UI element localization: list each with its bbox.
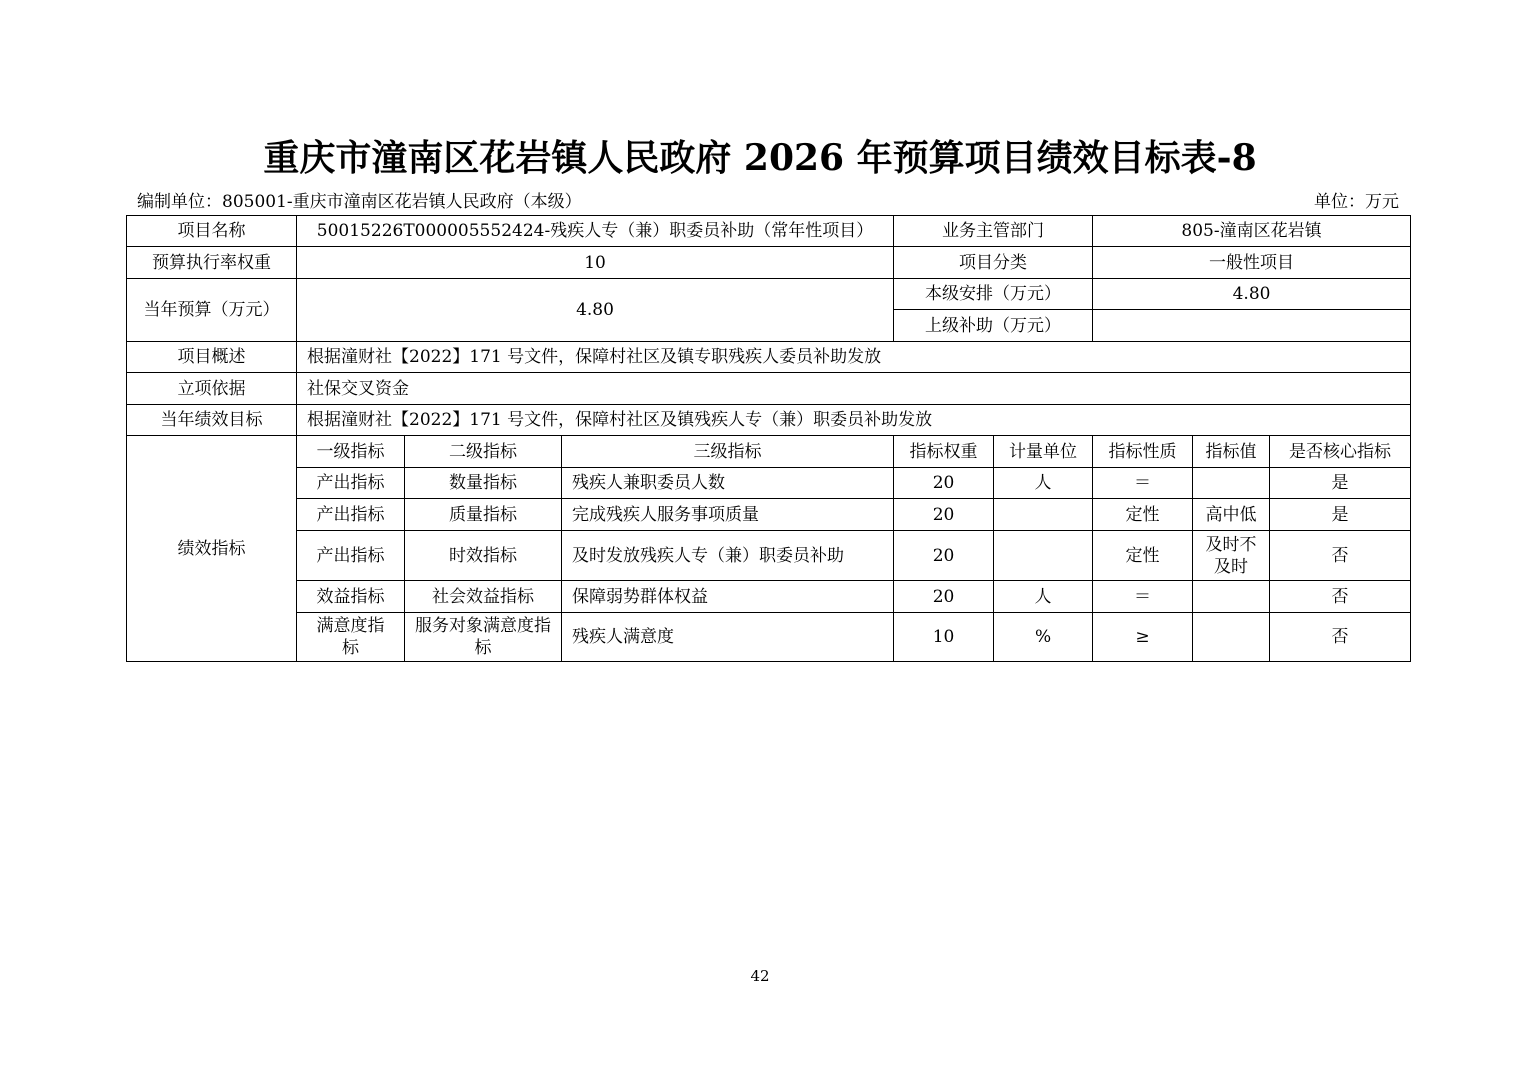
cell-core: 是 [1270,468,1411,499]
dept-label: 业务主管部门 [894,216,1093,247]
page-title: 重庆市潼南区花岩镇人民政府 2026 年预算项目绩效目标表-8 [263,137,1257,179]
dept-value: 805-潼南区花岩镇 [1093,216,1411,247]
goal-value: 根据潼财社【2022】171 号文件，保障村社区及镇残疾人专（兼）职委员补助发放 [297,405,1411,436]
cell-unit: 人 [994,581,1093,613]
table-row [127,581,1411,613]
budget-value: 4.80 [297,279,894,342]
performance-table [126,215,1411,662]
weight-value: 10 [297,247,894,279]
cell-unit [994,499,1093,531]
header-nature: 指标性质 [1093,436,1193,468]
header-unit: 计量单位 [994,436,1093,468]
category-value: 一般性项目 [1093,247,1411,279]
cell-level1: 满意度指标 [297,613,405,662]
local-label: 本级安排（万元） [894,279,1093,310]
currency-unit: 单位：万元 [1314,192,1399,212]
cell-weight: 20 [894,581,994,613]
overview-label: 项目概述 [127,342,297,373]
header-weight: 指标权重 [894,436,994,468]
row-weight [127,247,1411,279]
compiling-unit: 编制单位：805001-重庆市潼南区花岩镇人民政府（本级） [137,192,582,212]
cell-weight: 20 [894,468,994,499]
cell-weight: 20 [894,499,994,531]
header-core: 是否核心指标 [1270,436,1411,468]
row-goal [127,405,1411,436]
weight-label: 预算执行率权重 [127,247,297,279]
superior-label: 上级补助（万元） [894,310,1093,342]
cell-value: 及时不及时 [1193,531,1270,581]
overview-value: 根据潼财社【2022】171 号文件，保障村社区及镇专职残疾人委员补助发放 [297,342,1411,373]
cell-nature: ≥ [1093,613,1193,662]
cell-level2: 服务对象满意度指标 [405,613,562,662]
cell-value [1193,613,1270,662]
goal-label: 当年绩效目标 [127,405,297,436]
header-level2: 二级指标 [405,436,562,468]
cell-weight: 10 [894,613,994,662]
cell-unit: % [994,613,1093,662]
cell-core: 是 [1270,499,1411,531]
indicators-section-label: 绩效指标 [127,436,297,662]
budget-label: 当年预算（万元） [127,279,297,342]
table-row [127,613,1411,662]
table-row [127,531,1411,581]
table-row [127,468,1411,499]
cell-level3: 及时发放残疾人专（兼）职委员补助 [562,531,894,581]
cell-level2: 数量指标 [405,468,562,499]
cell-value: 高中低 [1193,499,1270,531]
basis-value: 社保交叉资金 [297,373,1411,405]
cell-weight: 20 [894,531,994,581]
project-name-label: 项目名称 [127,216,297,247]
cell-level1: 产出指标 [297,468,405,499]
cell-level2: 时效指标 [405,531,562,581]
header-level1: 一级指标 [297,436,405,468]
header-value: 指标值 [1193,436,1270,468]
cell-value [1193,581,1270,613]
cell-core: 否 [1270,581,1411,613]
cell-level2: 社会效益指标 [405,581,562,613]
cell-level2: 质量指标 [405,499,562,531]
cell-core: 否 [1270,613,1411,662]
cell-level1: 效益指标 [297,581,405,613]
category-label: 项目分类 [894,247,1093,279]
page-number: 42 [750,967,770,985]
cell-nature: ＝ [1093,468,1193,499]
cell-core: 否 [1270,531,1411,581]
indicator-header-row [127,436,1411,468]
project-name: 50015226T000005552424-残疾人专（兼）职委员补助（常年性项目） [297,216,894,247]
cell-level3: 完成残疾人服务事项质量 [562,499,894,531]
row-budget [127,279,1411,310]
superior-value [1093,310,1411,342]
row-basis [127,373,1411,405]
cell-value [1193,468,1270,499]
cell-nature: 定性 [1093,499,1193,531]
row-overview [127,342,1411,373]
basis-label: 立项依据 [127,373,297,405]
cell-level1: 产出指标 [297,499,405,531]
row-project-name [127,216,1411,247]
header-level3: 三级指标 [562,436,894,468]
cell-unit: 人 [994,468,1093,499]
cell-nature: 定性 [1093,531,1193,581]
table-row [127,499,1411,531]
cell-level3: 保障弱势群体权益 [562,581,894,613]
cell-level3: 残疾人满意度 [562,613,894,662]
cell-unit [994,531,1093,581]
cell-level1: 产出指标 [297,531,405,581]
cell-level3: 残疾人兼职委员人数 [562,468,894,499]
local-value: 4.80 [1093,279,1411,310]
cell-nature: ＝ [1093,581,1193,613]
